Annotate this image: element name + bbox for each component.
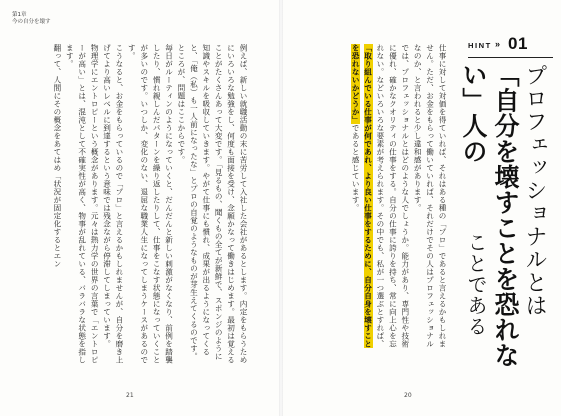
paragraph	[349, 44, 411, 348]
paragraph-text: であると感じています。	[351, 124, 361, 212]
title-divider	[468, 57, 553, 58]
paragraph: 例えば、新しい就職活動の末に苦労して入社した会社があるとします。内定をもらうためにいろいろな勉強をし、何度も面接を受け、念願かなって働きはじめます。最初は覚えることがたくさんあって大変です。「見るもの、聞くもの全てが新鮮で、スポンジのように知識やスキルを吸収していきます。やがて仕事にも慣れ、成果が出るようになってくると、「俺（私）も一人前になったな」とプロの自覚のようなものが芽生えてくるのです。ところが、問題はここからです。	[176, 44, 248, 364]
paragraph: 物理学にエントロピーという概念があります。元々は熱力学の世界の言葉で「エントロピーが高い」とは、混沌として不確実性が高く、物事が乱れている、バラバラな状態を指します。	[65, 44, 100, 364]
left-page	[0, 0, 280, 416]
chapter-number: 第1章	[12, 12, 27, 18]
page-number: 21	[126, 392, 134, 399]
right-page	[283, 0, 561, 416]
chapter-title: 今の自分を壊す	[12, 19, 51, 25]
chapter-header	[12, 12, 51, 26]
right-body-text	[303, 44, 448, 348]
paragraph: こうなると、お金をもらっているので「プロ」と言えるかもしれませんが、自分を磨き上げてより高いレベルに到達するという意味では残念ながら停滞してしまっています。	[102, 44, 124, 364]
hint-label: HINT	[468, 41, 492, 50]
paragraph-text: では、プロフェッショナルとはどのような人でしょうか。能力があり、専門性や技術に優れ、確かなクオリティの仕事をする。自分の仕事に誇りを持ち、常に向上心を忘れない。などいろいろな要素が考えられます。その中でも、私が一つ選ぶとすれば、	[375, 44, 410, 348]
page-number: 20	[404, 392, 412, 399]
title-line: ことである	[464, 232, 488, 337]
paragraph: 翻って、人間にその概念をあてはめ「状況が固定化するとエン	[52, 44, 62, 268]
paragraph: 毎日がルーティンのようになっていくと、だんだんと新しい刺激がなくなり、前例を踏襲したり、慣れ親しんだパターンを繰り返したりして、仕事をこなす状態になっていくことが多いのです。いつしか、変化のない、退屈な職業人生になってしまうケースがあるのです。	[127, 44, 174, 364]
title-line: プロフェッショナルとは	[522, 64, 547, 317]
title-line: 「自分を壊すことを恐れない」人の	[459, 62, 520, 368]
left-body-text	[35, 44, 249, 364]
highlighted-text: 「取り組んでいる仕事が何であれ、より良い仕事をするために、自分自身を壊すことを恐れないかどうか」	[351, 44, 373, 348]
paragraph: 仕事に対して対価を得ていれば、それはある種の「プロ」であると言えるかもしれません。ただ、お金をもらって働いていれば、それだけでその人はプロフェッショナルなのか、と言われると少し違和感があります。	[413, 44, 447, 348]
hint-heading	[468, 36, 548, 52]
double-chevron-icon: »	[495, 39, 501, 49]
hint-number: 01	[508, 34, 528, 53]
